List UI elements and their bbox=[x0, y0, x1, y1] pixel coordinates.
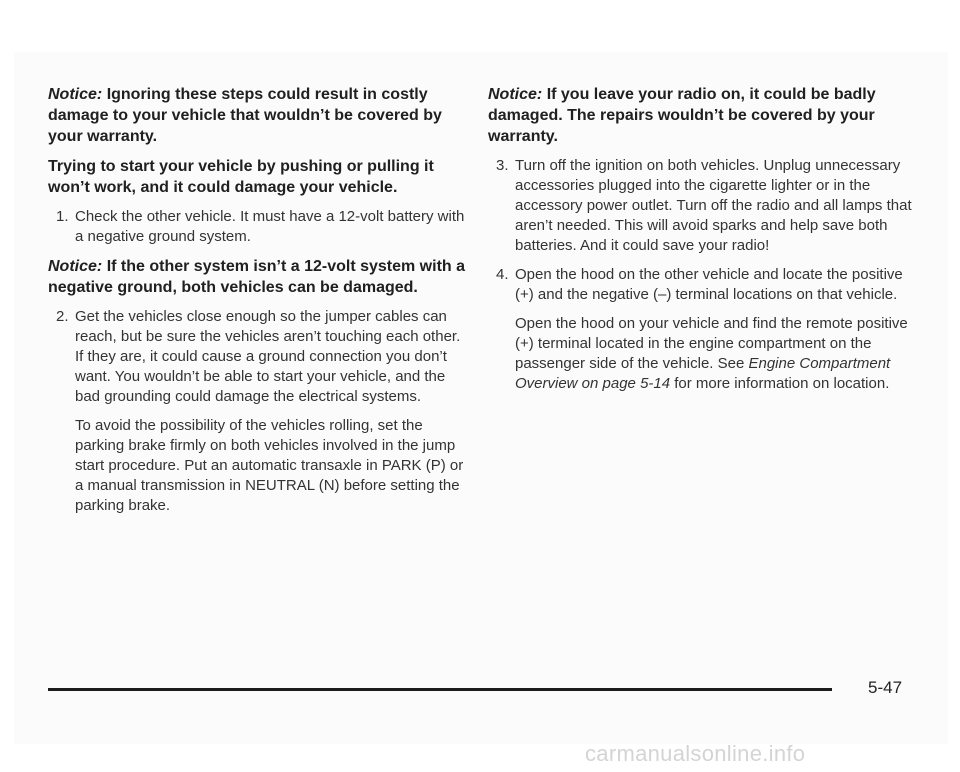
notice-text: If the other system isn’t a 12-volt system with a negative ground, both vehicles can be damaged. bbox=[48, 258, 466, 296]
step-text: Turn off the ignition on both vehicles. Unplug unnecessary accessories plugged into the cigarette lighter or in the accessory power outlet. Turn off the radio and all lamps that aren’t needed. This will avoid sparks and help save both batteries. And it could save your radio! bbox=[515, 157, 912, 254]
left-column bbox=[48, 84, 466, 525]
step-number: 2. bbox=[56, 308, 69, 325]
step-4-followup bbox=[488, 314, 920, 394]
step-2 bbox=[48, 307, 466, 407]
notice-ignoring-steps bbox=[48, 84, 466, 147]
footer-rule bbox=[48, 688, 832, 691]
step-4 bbox=[488, 265, 920, 305]
notice-label: Notice: bbox=[488, 86, 543, 103]
step-text: Get the vehicles close enough so the jumper cables can reach, but be sure the vehicles aren’t touching each other. If they are, it could cause a ground connection you don’t want. You wouldn’t be able to start your vehicle, and the bad grounding could damage the electrical systems. bbox=[75, 308, 461, 405]
notice-label: Notice: bbox=[48, 86, 103, 103]
step-text: Check the other vehicle. It must have a 12-volt battery with a negative ground system. bbox=[75, 208, 465, 245]
watermark: carmanualsonline.info bbox=[585, 741, 806, 766]
push-start-warning: Trying to start your vehicle by pushing or pulling it won’t work, and it could damage your vehicle. bbox=[48, 158, 434, 196]
page-number: 5-47 bbox=[868, 678, 903, 697]
notice-text: Ignoring these steps could result in costly damage to your vehicle that wouldn’t be covered by your warranty. bbox=[48, 86, 442, 145]
step-2-followup: To avoid the possibility of the vehicles rolling, set the parking brake firmly on both vehicles involved in the jump start procedure. Put an automatic transaxle in PARK (P) or a manual transmission in NEUTRAL (N) before setting the parking brake. bbox=[75, 417, 464, 514]
step-text: Open the hood on the other vehicle and locate the positive (+) and the negative (–) terminal locations on that vehicle. bbox=[515, 266, 903, 303]
right-column bbox=[488, 84, 920, 403]
notice-label: Notice: bbox=[48, 258, 103, 275]
step-3 bbox=[488, 156, 920, 256]
page-reference-link: Engine Compartment Overview on page 5-14 bbox=[515, 355, 891, 392]
followup-text-end: for more information on location. bbox=[670, 375, 890, 392]
notice-12-volt-system bbox=[48, 256, 466, 298]
step-number: 4. bbox=[496, 266, 509, 283]
notice-radio-damage bbox=[488, 84, 920, 147]
notice-text: If you leave your radio on, it could be badly damaged. The repairs wouldn’t be covered by your warranty. bbox=[488, 86, 876, 145]
step-1 bbox=[48, 207, 466, 247]
step-number: 3. bbox=[496, 157, 509, 174]
step-number: 1. bbox=[56, 208, 69, 225]
followup-text: Open the hood on your vehicle and find the remote positive (+) terminal located in the engine compartment on the passenger side of the vehicle. See bbox=[515, 315, 908, 372]
